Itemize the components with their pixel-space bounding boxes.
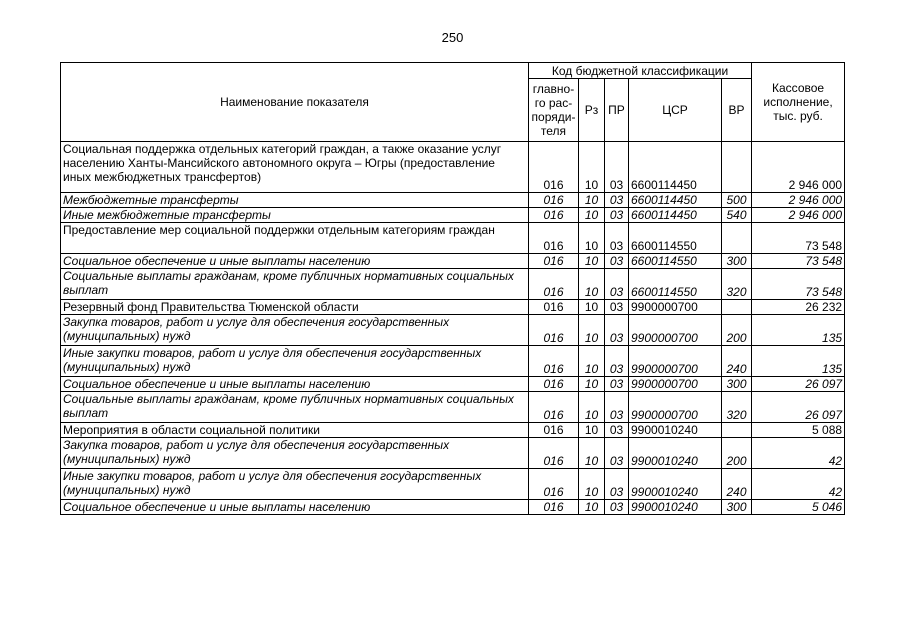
- table-row: [61, 208, 845, 223]
- row-vr: 300: [722, 377, 752, 392]
- header-code-group: Код бюджетной классификации: [529, 63, 752, 79]
- row-name: Предоставление мер социальной поддержки отдельным категориям граждан: [61, 223, 529, 254]
- row-glavn: 016: [529, 500, 579, 515]
- row-csr: 9900000700: [629, 315, 722, 346]
- row-name: Мероприятия в области социальной политики: [61, 423, 529, 438]
- row-vr: [722, 423, 752, 438]
- row-csr: 6600114450: [629, 208, 722, 223]
- row-glavn: 016: [529, 254, 579, 269]
- row-amount: 26 097: [752, 377, 845, 392]
- row-vr: [722, 223, 752, 254]
- row-glavn: 016: [529, 392, 579, 423]
- row-glavn: 016: [529, 142, 579, 193]
- row-vr: [722, 300, 752, 315]
- row-amount: 73 548: [752, 254, 845, 269]
- row-vr: 540: [722, 208, 752, 223]
- row-pr: 03: [605, 300, 629, 315]
- row-csr: 6600114450: [629, 193, 722, 208]
- row-csr: 6600114550: [629, 254, 722, 269]
- table-row: [61, 469, 845, 500]
- row-vr: 500: [722, 193, 752, 208]
- table-row: [61, 346, 845, 377]
- row-rz: 10: [579, 423, 605, 438]
- row-name: Закупка товаров, работ и услуг для обеспечения государственных (муниципальных) нужд: [61, 315, 529, 346]
- row-name: Иные закупки товаров, работ и услуг для обеспечения государственных (муниципальных) нужд: [61, 346, 529, 377]
- row-glavn: 016: [529, 423, 579, 438]
- row-pr: 03: [605, 193, 629, 208]
- header-vr: ВР: [722, 79, 752, 142]
- row-amount: 73 548: [752, 269, 845, 300]
- table-row: [61, 142, 845, 193]
- row-csr: 6600114450: [629, 142, 722, 193]
- row-name: Межбюджетные трансферты: [61, 193, 529, 208]
- row-csr: 9900010240: [629, 469, 722, 500]
- row-pr: 03: [605, 254, 629, 269]
- row-amount: 5 088: [752, 423, 845, 438]
- row-amount: 26 097: [752, 392, 845, 423]
- row-amount: 73 548: [752, 223, 845, 254]
- row-rz: 10: [579, 300, 605, 315]
- row-rz: 10: [579, 208, 605, 223]
- row-amount: 5 046: [752, 500, 845, 515]
- row-csr: 9900000700: [629, 392, 722, 423]
- row-rz: 10: [579, 223, 605, 254]
- row-glavn: 016: [529, 300, 579, 315]
- header-name: Наименование показателя: [61, 63, 529, 142]
- row-rz: 10: [579, 142, 605, 193]
- row-pr: 03: [605, 346, 629, 377]
- row-name: Иные закупки товаров, работ и услуг для обеспечения государственных (муниципальных) нужд: [61, 469, 529, 500]
- row-pr: 03: [605, 315, 629, 346]
- row-glavn: 016: [529, 346, 579, 377]
- row-rz: 10: [579, 315, 605, 346]
- row-vr: 200: [722, 438, 752, 469]
- table-row: [61, 423, 845, 438]
- row-csr: 9900010240: [629, 500, 722, 515]
- row-name: Резервный фонд Правительства Тюменской области: [61, 300, 529, 315]
- row-rz: 10: [579, 500, 605, 515]
- row-csr: 9900010240: [629, 438, 722, 469]
- row-name: Закупка товаров, работ и услуг для обеспечения государственных (муниципальных) нужд: [61, 438, 529, 469]
- row-amount: 135: [752, 315, 845, 346]
- row-pr: 03: [605, 500, 629, 515]
- row-vr: 200: [722, 315, 752, 346]
- table-row: [61, 392, 845, 423]
- row-vr: 240: [722, 346, 752, 377]
- row-rz: 10: [579, 346, 605, 377]
- row-glavn: 016: [529, 377, 579, 392]
- row-pr: 03: [605, 469, 629, 500]
- table-row: [61, 438, 845, 469]
- row-vr: 300: [722, 500, 752, 515]
- header-pr: ПР: [605, 79, 629, 142]
- row-pr: 03: [605, 377, 629, 392]
- row-csr: 6600114550: [629, 223, 722, 254]
- row-rz: 10: [579, 438, 605, 469]
- row-rz: 10: [579, 377, 605, 392]
- row-vr: [722, 142, 752, 193]
- row-amount: 42: [752, 438, 845, 469]
- row-name: Социальные выплаты гражданам, кроме публичных нормативных социальных выплат: [61, 269, 529, 300]
- budget-table: [60, 62, 845, 515]
- row-amount: 2 946 000: [752, 142, 845, 193]
- row-rz: 10: [579, 254, 605, 269]
- header-rz: Рз: [579, 79, 605, 142]
- header-glavn: главно- го рас- поряди- теля: [529, 79, 579, 142]
- row-csr: 9900000700: [629, 377, 722, 392]
- row-rz: 10: [579, 392, 605, 423]
- row-name: Социальная поддержка отдельных категорий граждан, а также оказание услуг населению Ханты-Мансийского автономного округа – Югры (предоставление иных межбюджетных трансфертов): [61, 142, 529, 193]
- row-glavn: 016: [529, 269, 579, 300]
- table-row: [61, 377, 845, 392]
- row-pr: 03: [605, 392, 629, 423]
- row-pr: 03: [605, 223, 629, 254]
- row-glavn: 016: [529, 223, 579, 254]
- table-row: [61, 193, 845, 208]
- row-csr: 6600114550: [629, 269, 722, 300]
- row-csr: 9900010240: [629, 423, 722, 438]
- row-glavn: 016: [529, 193, 579, 208]
- row-name: Социальные выплаты гражданам, кроме публичных нормативных социальных выплат: [61, 392, 529, 423]
- row-vr: 320: [722, 269, 752, 300]
- table-row: [61, 300, 845, 315]
- row-amount: 2 946 000: [752, 208, 845, 223]
- row-pr: 03: [605, 208, 629, 223]
- row-name: Социальное обеспечение и иные выплаты населению: [61, 377, 529, 392]
- row-pr: 03: [605, 142, 629, 193]
- row-vr: 320: [722, 392, 752, 423]
- header-amount: Кассовое исполнение, тыс. руб.: [752, 63, 845, 142]
- row-glavn: 016: [529, 208, 579, 223]
- row-pr: 03: [605, 269, 629, 300]
- row-rz: 10: [579, 269, 605, 300]
- row-amount: 42: [752, 469, 845, 500]
- row-amount: 2 946 000: [752, 193, 845, 208]
- row-glavn: 016: [529, 438, 579, 469]
- row-amount: 135: [752, 346, 845, 377]
- row-csr: 9900000700: [629, 346, 722, 377]
- table-row: [61, 254, 845, 269]
- row-rz: 10: [579, 193, 605, 208]
- row-glavn: 016: [529, 315, 579, 346]
- header-csr: ЦСР: [629, 79, 722, 142]
- row-name: Иные межбюджетные трансферты: [61, 208, 529, 223]
- row-amount: 26 232: [752, 300, 845, 315]
- row-rz: 10: [579, 469, 605, 500]
- row-vr: 240: [722, 469, 752, 500]
- table-row: [61, 223, 845, 254]
- table-row: [61, 500, 845, 515]
- table-row: [61, 269, 845, 300]
- row-csr: 9900000700: [629, 300, 722, 315]
- row-vr: 300: [722, 254, 752, 269]
- row-name: Социальное обеспечение и иные выплаты населению: [61, 254, 529, 269]
- row-pr: 03: [605, 438, 629, 469]
- row-name: Социальное обеспечение и иные выплаты населению: [61, 500, 529, 515]
- table-row: [61, 315, 845, 346]
- row-pr: 03: [605, 423, 629, 438]
- row-glavn: 016: [529, 469, 579, 500]
- page-number: 250: [441, 30, 464, 45]
